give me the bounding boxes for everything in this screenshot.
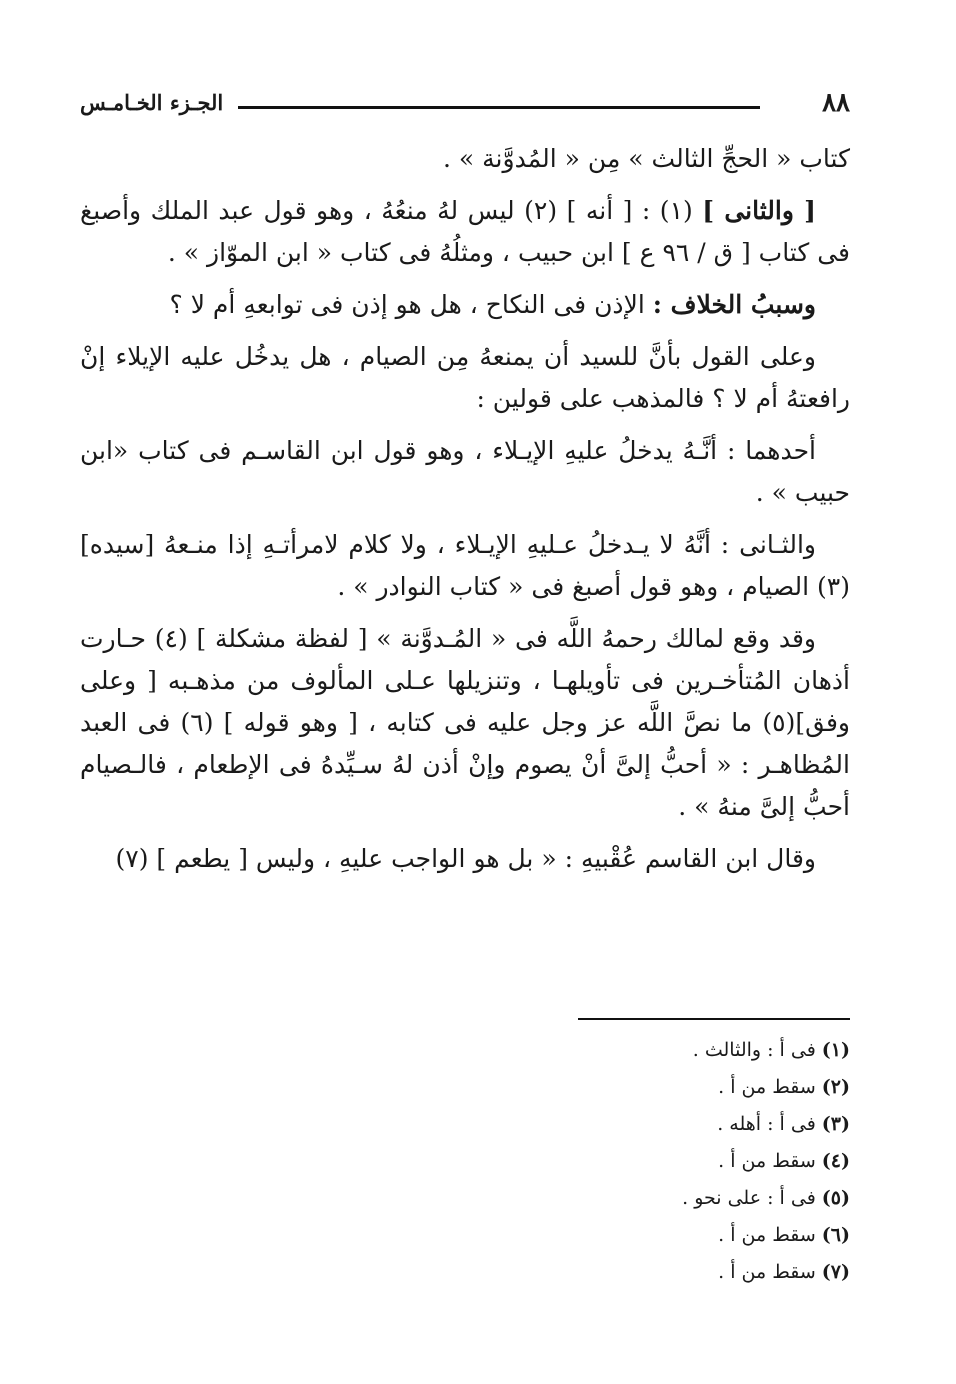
footnote-text: سقط من أ . xyxy=(718,1076,816,1098)
paragraph-3 xyxy=(80,284,850,326)
footnotes xyxy=(350,1032,850,1291)
paragraph-6: والثـانى : أنَّهُ لا يـدخلُ عـليهِ الإيـلاء ، ولا كلام لامرأتـهِ إذا منـعهُ [سيده](٣) الصيام ، وهو قول أصبغ فى « كتاب النوادر » . xyxy=(80,530,850,601)
paragraph-2-heading: [ والثانى ] xyxy=(702,196,816,225)
page-header xyxy=(80,88,850,128)
footnote-number: (٦) xyxy=(821,1224,850,1246)
footnote-number: (١) xyxy=(821,1039,850,1061)
footnote-number: (٣) xyxy=(821,1113,850,1135)
footnote xyxy=(350,1254,850,1291)
paragraph-8: وقال ابن القاسم عُقْبيهِ : « بل هو الواجب عليهِ ، وليس [ يطعم ] (٧) xyxy=(115,844,816,873)
footnote-text: فى أ : على نحو . xyxy=(682,1187,816,1209)
body-text xyxy=(80,138,850,890)
footnote xyxy=(350,1217,850,1254)
running-title: الجـزء الخـامـس xyxy=(80,90,224,115)
footnote-text: فى أ : أهله . xyxy=(717,1113,816,1135)
header-rule xyxy=(238,106,760,109)
footnote xyxy=(350,1032,850,1069)
footnote-number: (٧) xyxy=(821,1261,850,1283)
footnote xyxy=(350,1069,850,1106)
footnote xyxy=(350,1106,850,1143)
footnote-text: سقط من أ . xyxy=(718,1224,816,1246)
footnote-number: (٤) xyxy=(821,1150,850,1172)
paragraph-3-heading: وسببُ الخلاف : xyxy=(652,290,816,319)
footnote-text: فى أ : والثالث . xyxy=(692,1039,816,1061)
page-number: ٨٨ xyxy=(822,88,850,118)
footnote xyxy=(350,1180,850,1217)
footnote xyxy=(350,1143,850,1180)
paragraph-4: وعلى القول بأنَّ للسيد أن يمنعهُ مِن الصيام ، هل يدخُل عليه الإيلاء إنْ رافعتهُ أم لا ؟ فالمذهب على قولين : xyxy=(80,342,850,413)
footnote-text: سقط من أ . xyxy=(718,1150,816,1172)
paragraph-2-text: (١) : [ أنه ] (٢) ليس لهُ منعُهُ ، وهو قول عبد الملك وأصبغ فى كتاب [ ق / ٩٦ ع ] ابن حبيب ، ومثلُهُ فى كتاب « ابن الموّاز » . xyxy=(80,196,850,267)
footnote-number: (٢) xyxy=(821,1076,850,1098)
paragraph-2 xyxy=(80,190,850,274)
footnote-text: سقط من أ . xyxy=(718,1261,816,1283)
paragraph-7: وقد وقع لمالك رحمهُ اللَّه فى « المُـدوَّنة » [ لفظة مشكلة ] (٤) حـارت أذهان المُتأخـرين فى تأويلهـا ، وتنزيلها عـلى المألوف من مذهـبه [ وعلى وفق](٥) ما نصَّ اللَّه عز وجل عليه فى كتابه ، [ وهو قوله ] (٦) فى العبد المُظاهـر : « أحبُّ إلىَّ أنْ يصوم وإنْ أذن لهُ سـيِّدهُ فى الإطعام ، فالـصيام أحبُّ إلىَّ منهُ » . xyxy=(80,624,850,821)
footnote-rule xyxy=(578,1018,850,1020)
paragraph-5: أحدهما : أنَّـهُ يدخلُ عليهِ الإيـلاء ، وهو قول ابن القاسـم فى كتاب «ابن حبيب » . xyxy=(80,436,850,507)
paragraph-3-text: الإذن فى النكاح ، هل هو إذن فى توابعهِ أم لا ؟ xyxy=(169,290,653,319)
paragraph-1: كتاب « الحجِّ الثالث » مِن « المُدوَّنة » . xyxy=(443,144,850,173)
footnote-number: (٥) xyxy=(821,1187,850,1209)
